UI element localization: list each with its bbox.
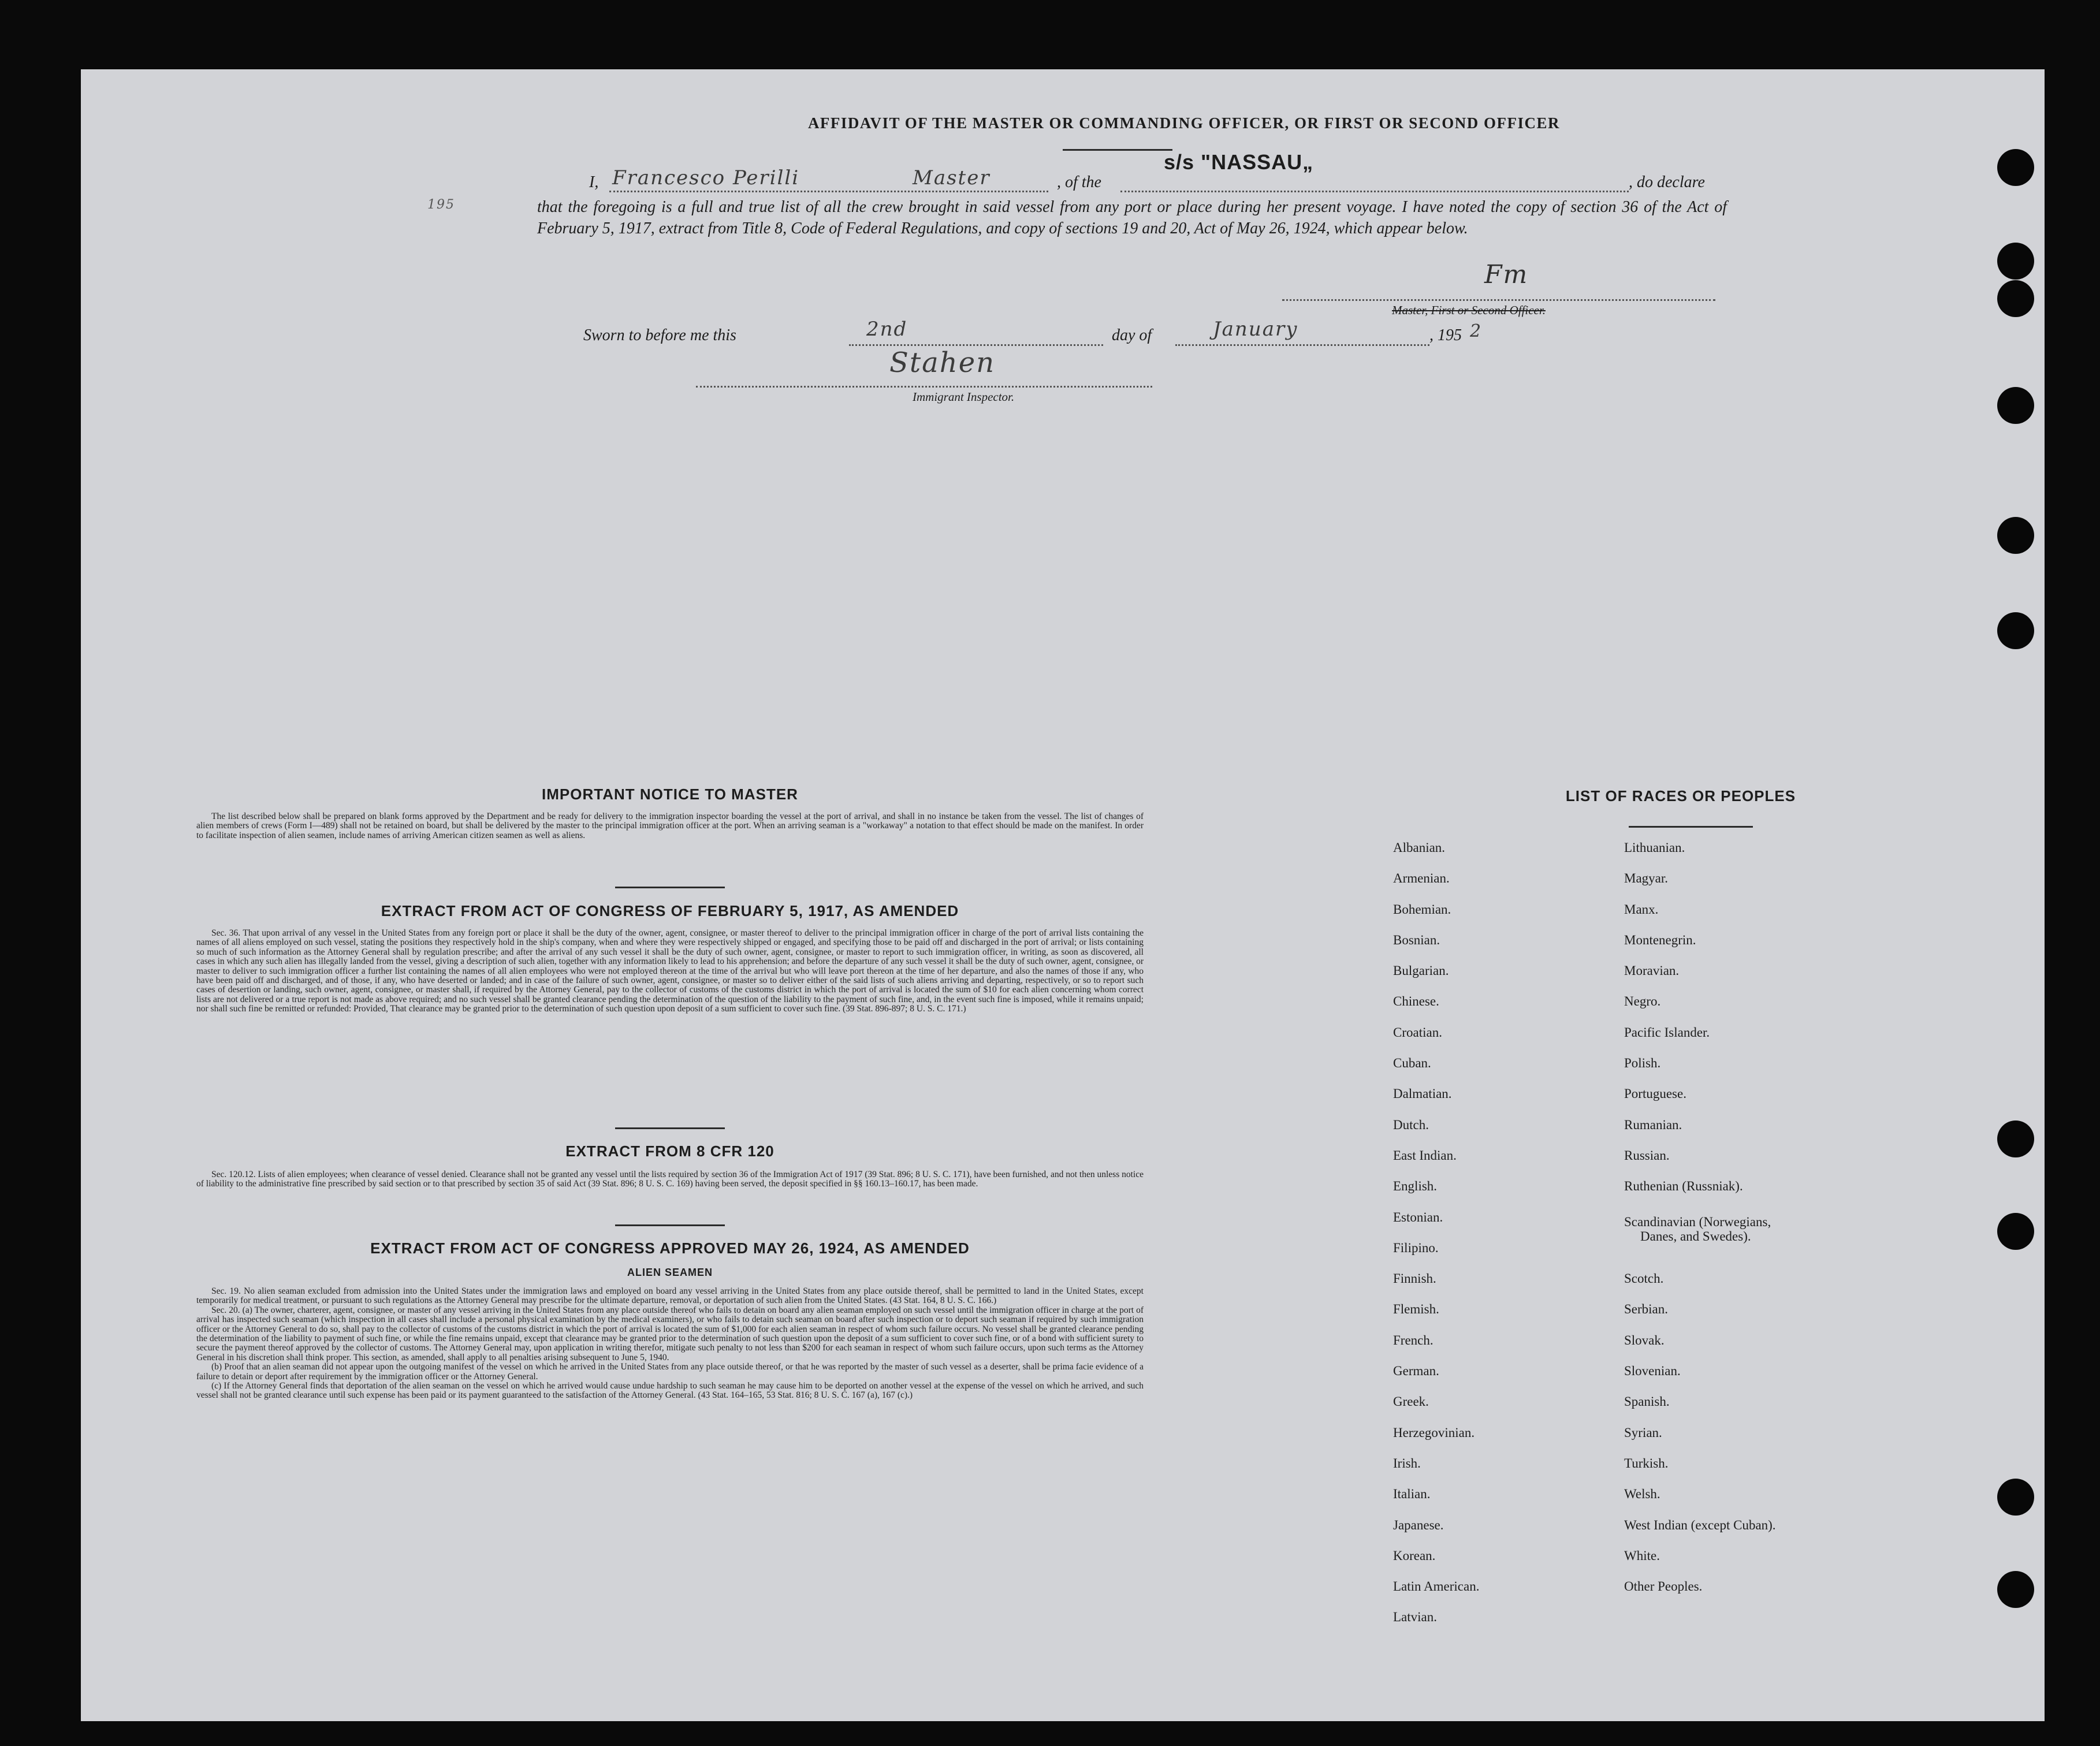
race-item: Ruthenian (Russniak). — [1624, 1179, 1743, 1194]
inspector-signature: Stahen — [889, 347, 996, 379]
race-item: Bosnian. — [1393, 932, 1440, 947]
race-item: English. — [1393, 1179, 1438, 1194]
race-item: Bulgarian. — [1393, 963, 1449, 978]
race-item: Latvian. — [1393, 1610, 1437, 1625]
race-item: Latin American. — [1393, 1579, 1480, 1594]
extract-1924-text — [196, 1287, 1144, 1401]
section-20c-paragraph: (c) If the Attorney General finds that deportation of the alien seaman on the vessel on which he arrived would cause undue hardship to such seaman he may cause him to be deported on another vessel at the expense of the vessel on which he arrived, and such vessel shall not be granted clearance until such expense has been paid or its payment guaranteed to the satisfaction of the Attorney General. (43 Stat. 164–165, 53 Stat. 816; 8 U. S. C. 167 (a), 167 (c).) — [196, 1381, 1144, 1401]
of-the-label: , of the — [1057, 173, 1101, 191]
race-item: Armenian. — [1393, 871, 1450, 886]
declarant-name: Francesco Perilli — [612, 166, 800, 189]
month-line — [1175, 344, 1429, 346]
race-item: Greek. — [1393, 1394, 1429, 1409]
race-item: Flemish. — [1393, 1302, 1439, 1317]
race-item: Montenegrin. — [1624, 932, 1696, 947]
race-item: Turkish. — [1624, 1455, 1669, 1470]
section-20b-paragraph: (b) Proof that an alien seaman did not appear upon the outgoing manifest of the vessel on which he arrived in the United States from any place outside thereof, or that he was reported by the master of such vessel as a deserter, shall be prima facie evidence of a failure to detain or deport after requirement by the immigration officer or the Attorney General. — [196, 1362, 1144, 1382]
sworn-prefix: Sworn to before me this — [583, 326, 736, 344]
day-of-label: day of — [1112, 326, 1152, 344]
race-item: Japanese. — [1393, 1517, 1444, 1532]
race-item: Korean. — [1393, 1548, 1436, 1563]
races-rule — [1629, 826, 1753, 828]
race-item: German. — [1393, 1364, 1439, 1379]
section-rule — [615, 1127, 725, 1129]
race-item: Slovenian. — [1624, 1364, 1681, 1379]
affidavit-title: AFFIDAVIT OF THE MASTER OR COMMANDING OFFICER, OR FIRST OR SECOND OFFICER — [807, 114, 1561, 132]
extract-1924-subtitle: ALIEN SEAMEN — [627, 1267, 713, 1278]
race-item: Other Peoples. — [1624, 1579, 1703, 1594]
race-item: Danes, and Swedes). — [1640, 1228, 1751, 1244]
race-item: Dutch. — [1393, 1117, 1429, 1132]
extract-cfr-paragraph: Sec. 120.12. Lists of alien employees; when clearance of vessel denied. Clearance shall not be granted any vessel until the lists required by section 36 of the Immigration Act of 1917 (39 Stat. 896; 8 U. S. C. 171), have been furnished, and not then unless notice of liability to the administrative fine prescribed by said section or to that prescribed by section 35 of said Act (39 Stat. 896; 8 U. S. C. 169) having been served, the deposit specified in §§ 160.13–160.17, has been made. — [196, 1170, 1144, 1189]
race-item: Scotch. — [1624, 1271, 1664, 1286]
master-signature: Fm — [1484, 260, 1529, 289]
race-item: Chinese. — [1393, 994, 1439, 1009]
race-item: Lithuanian. — [1624, 840, 1685, 855]
extract-1917-text — [196, 929, 1144, 1014]
race-item: Herzegovinian. — [1393, 1425, 1475, 1440]
do-declare-label: , do declare — [1629, 173, 1705, 191]
extract-cfr-title: EXTRACT FROM 8 CFR 120 — [565, 1142, 775, 1160]
race-item: Spanish. — [1624, 1394, 1670, 1409]
race-item: Albanian. — [1393, 840, 1446, 855]
race-item: Polish. — [1624, 1056, 1661, 1071]
race-item: Finnish. — [1393, 1271, 1436, 1286]
notice-text — [196, 812, 1144, 840]
declarant-pronoun: I, — [589, 173, 599, 191]
race-item: Scandinavian (Norwegians, — [1624, 1214, 1771, 1229]
year-prefix: , 195 — [1429, 326, 1462, 344]
race-item: Irish. — [1393, 1455, 1421, 1470]
declarant-rank: Master — [913, 166, 991, 189]
vessel-name: s/s "NASSAU„ — [1164, 150, 1314, 174]
race-item: Moravian. — [1624, 963, 1680, 978]
title-rule — [1063, 149, 1172, 151]
section-rule — [615, 1224, 725, 1226]
race-item: Slovak. — [1624, 1332, 1665, 1347]
race-item: Welsh. — [1624, 1487, 1660, 1502]
race-item: West Indian (except Cuban). — [1624, 1517, 1776, 1532]
extract-1924-title: EXTRACT FROM ACT OF CONGRESS APPROVED MAY 26, 1924, AS AMENDED — [370, 1239, 970, 1257]
section-rule — [615, 887, 725, 888]
race-item: Cuban. — [1393, 1056, 1431, 1071]
extract-1917-paragraph: Sec. 36. That upon arrival of any vessel in the United States from any foreign port or place it shall be the duty of the owner, agent, consignee, or master thereof to deliver to the principal immigration officer in charge of the port of arrival lists containing the names of all aliens employed on such vessel, stating the positions they respectively hold in the ship's company, when and where they were respectively shipped or engaged, and specifying those to be paid off and discharged in the port of arrival; or lists containing so much of such information as the Attorney General shall by regulation prescribe; and after the arrival of any such vessel it shall be the duty of such owner, agent, consignee, or master to report to such immigration officer, in writing, as soon as discovered, all cases in which any such alien has illegally landed from the vessel, giving a description of such alien, together with any information likely to lead to his apprehension; and before the departure of any such vessel it shall be the duty of such owner, agent, consignee, or master to deliver to such immigration officer a further list containing the names of all alien employees who were not employed thereon at the time of the arrival but who will leave port thereon at the time of her departure, and also the names of those if any, who have been paid off and discharged, and of those, if any, who have deserted or landed; and in case of the failure of such owner, agent, consignee, or master so to deliver either of the said lists of such aliens arriving and departing, respectively, or so to report such cases of desertion or landing, such owner, agent, consignee, or master shall, if required by the Attorney General, pay to the collector of customs of the customs district in which the port of arrival is located the sum of $10 for each alien concerning whom correct lists are not delivered or a true report is not made as above required; and no such vessel shall be granted clearance pending the determination of the question of the liability to the payment of such fine, and, in the event such fine is imposed, while it remains unpaid; nor shall such fine be remitted or refunded: Provided, That clearance may be granted prior to the determination of such question upon deposit of a sum sufficient to cover such fine. (39 Stat. 896-897; 8 U. S. C. 171.) — [196, 928, 1144, 1014]
name-line — [609, 191, 1048, 192]
race-item: Russian. — [1624, 1148, 1670, 1163]
races-column-2 — [1624, 840, 1924, 1610]
sworn-day: 2nd — [866, 318, 908, 341]
sworn-month: January — [1213, 318, 1298, 341]
race-item: Filipino. — [1393, 1240, 1439, 1255]
race-item: Negro. — [1624, 994, 1661, 1009]
notice-title: IMPORTANT NOTICE TO MASTER — [542, 785, 798, 803]
punch-hole — [1997, 243, 2034, 280]
notice-paragraph: The list described below shall be prepared on blank forms approved by the Department and be ready for delivery to the immigration inspector boarding the vessel at the port of arrival, and shall in no instance be taken from the vessel. The list of changes of alien members of crews (Form I—489) shall not be retained on board, but shall be delivered by the master to the principal immigration officer at the port. When an arriving seaman is a "workaway" a notation to that effect should be made on the manifest. In order to facilitate inspection of alien seamen, include names of arriving American citizen seamen as well as aliens. — [196, 811, 1144, 840]
master-signature-line — [1282, 299, 1715, 301]
race-item: Magyar. — [1624, 871, 1669, 886]
affidavit-body: that the foregoing is a full and true list of all the crew brought in said vessel from any port or place during her present voyage. I have noted the copy of section 36 of the Act of February 5, 1917, extract from Title 8, Code of Federal Regulations, and copy of sections 19 and 20, Act of May 26, 1924, which appear below. — [537, 198, 1727, 237]
extract-cfr-text — [196, 1170, 1144, 1189]
races-column-1 — [1393, 840, 1613, 1641]
day-line — [849, 344, 1103, 346]
race-item: Dalmatian. — [1393, 1086, 1452, 1101]
section-19-paragraph: Sec. 19. No alien seaman excluded from admission into the United States under the immigration laws and employed on board any vessel arriving in the United States from any place outside thereof, shall be permitted to land in the United States, except temporarily for medical treatment, or pursuant to such regulations as the Attorney General may prescribe for the ultimate departure, removal, or deportation of such alien from the United States. (43 Stat. 164, 8 U. S. C. 166.) — [196, 1286, 1144, 1306]
race-item: Bohemian. — [1393, 902, 1451, 917]
race-item: French. — [1393, 1332, 1433, 1347]
punch-hole — [1997, 1479, 2034, 1516]
races-title: LIST OF RACES OR PEOPLES — [1565, 787, 1796, 805]
race-item: White. — [1624, 1548, 1660, 1563]
punch-hole — [1997, 517, 2034, 554]
race-item: East Indian. — [1393, 1148, 1457, 1163]
officer-caption: Master, First or Second Officer. — [1392, 303, 1546, 317]
race-item: Manx. — [1624, 902, 1659, 917]
race-item: Syrian. — [1624, 1425, 1662, 1440]
punch-hole — [1997, 612, 2034, 649]
punch-hole — [1997, 1213, 2034, 1250]
inspector-caption: Immigrant Inspector. — [913, 390, 1015, 404]
margin-number: 195 — [427, 198, 455, 212]
extract-1917-title: EXTRACT FROM ACT OF CONGRESS OF FEBRUARY 5, 1917, AS AMENDED — [381, 902, 959, 919]
punch-hole — [1997, 280, 2034, 317]
race-item: Portuguese. — [1624, 1086, 1686, 1101]
punch-hole — [1997, 1571, 2034, 1608]
race-item: Croatian. — [1393, 1025, 1442, 1040]
race-item: Serbian. — [1624, 1302, 1669, 1317]
race-item: Italian. — [1393, 1487, 1431, 1502]
vessel-line — [1120, 191, 1629, 192]
race-item: Rumanian. — [1624, 1117, 1682, 1132]
inspector-line — [696, 386, 1152, 388]
race-item: Pacific Islander. — [1624, 1025, 1710, 1040]
punch-hole — [1997, 387, 2034, 424]
punch-hole — [1997, 1120, 2034, 1157]
race-item: Estonian. — [1393, 1209, 1443, 1224]
punch-hole — [1997, 149, 2034, 186]
document-page — [81, 69, 2045, 1721]
section-20a-paragraph: Sec. 20. (a) The owner, charterer, agent, consignee, or master of any vessel arriving in the United States from any place outside thereof who fails to detain on board any alien seaman employed on such vessel until the immigration officer in charge at the port of arrival has inspected such seaman (which inspection in all cases shall include a personal physical examination by the medical examiners), or who fails to detain such seaman on board after such inspection or to deport such seaman if required by such immigration officer or the Attorney General to do so, shall pay to the collector of customs of the customs district in which the port of arrival is located the sum of $1,000 for each alien seaman in respect of whom such failure occurs. No vessel shall be granted clearance pending the determination of the liability to payment of such fine, or while the fine remains unpaid, except that clearance may be granted prior to the determination of such question upon the deposit of a sum sufficient to cover such fine, or of a bond with sufficient surety to secure the payment thereof approved by the collector of customs. The Attorney General may, upon application in writing therefor, mitigate such penalty to not less than $200 for each seaman in respect of whom such failure occurs, upon such terms as the Attorney General in his discretion shall think proper. This section, as amended, shall apply to all penalties arising subsequent to June 5, 1940. — [196, 1305, 1144, 1362]
sworn-year-digit: 2 — [1470, 321, 1483, 341]
